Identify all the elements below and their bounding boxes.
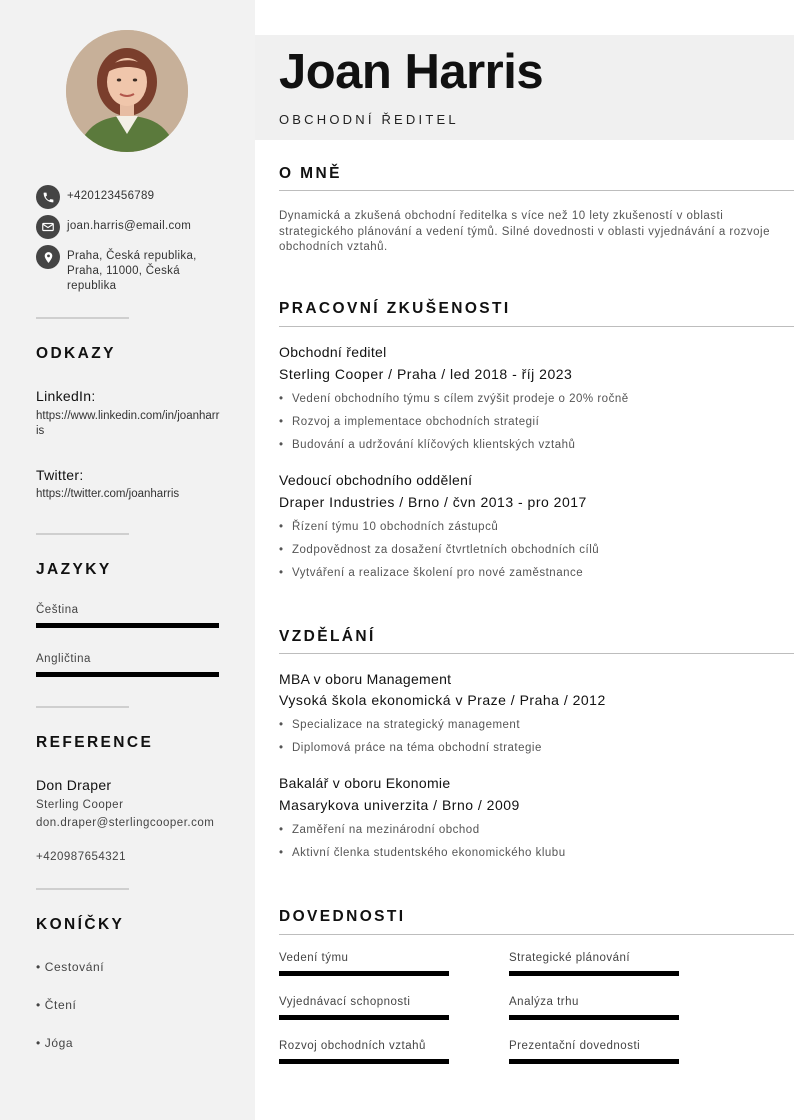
skill-name: Strategické plánování xyxy=(509,952,631,964)
language-name: Čeština xyxy=(36,604,79,616)
reference-phone: +420987654321 xyxy=(36,851,126,863)
linkedin-label: LinkedIn: xyxy=(36,388,96,404)
person-name: Joan Harris xyxy=(279,45,544,99)
job-bullet: • Řízení týmu 10 obchodních zástupců xyxy=(279,521,498,533)
divider xyxy=(36,317,129,319)
hobby-item: • Cestování xyxy=(36,960,105,974)
phone-icon xyxy=(36,185,60,209)
job-bullet: • Budování a udržování klíčových klientských vztahů xyxy=(279,439,575,451)
section-rule xyxy=(279,653,794,654)
skill-name: Prezentační dovednosti xyxy=(509,1040,641,1052)
job-role: OBCHODNÍ ŘEDITEL xyxy=(279,112,459,127)
job-meta: Draper Industries / Brno / čvn 2013 - pro 2017 xyxy=(279,494,587,510)
sidebar xyxy=(0,0,255,1120)
hobbies-heading: KONÍČKY xyxy=(36,916,125,933)
skills-heading: DOVEDNOSTI xyxy=(279,908,406,925)
section-rule xyxy=(279,934,794,935)
linkedin-link[interactable]: https://www.linkedin.com/in/joanharris xyxy=(36,410,220,437)
twitter-link[interactable]: https://twitter.com/joanharris xyxy=(36,488,180,500)
skill-level-bar xyxy=(279,971,449,976)
languages-heading: JAZYKY xyxy=(36,561,112,578)
email-address: joan.harris@email.com xyxy=(67,220,192,232)
skill-name: Vedení týmu xyxy=(279,952,349,964)
skill-name: Analýza trhu xyxy=(509,996,579,1008)
section-rule xyxy=(279,326,794,327)
skill-level-bar xyxy=(509,971,679,976)
section-rule xyxy=(279,190,794,191)
reference-heading: REFERENCE xyxy=(36,734,154,751)
phone-number: +420123456789 xyxy=(67,190,155,202)
twitter-label: Twitter: xyxy=(36,467,84,483)
profile-photo xyxy=(66,30,188,152)
degree-bullet: • Diplomová práce na téma obchodní strategie xyxy=(279,742,542,754)
degree-meta: Vysoká škola ekonomická v Praze / Praha / 2012 xyxy=(279,692,606,708)
degree-title: Bakalář v oboru Ekonomie xyxy=(279,775,451,791)
contact-email xyxy=(36,215,226,239)
language-name: Angličtina xyxy=(36,653,91,665)
divider xyxy=(36,533,129,535)
divider xyxy=(36,888,129,890)
divider xyxy=(36,706,129,708)
skill-level-bar xyxy=(509,1015,679,1020)
degree-title: MBA v oboru Management xyxy=(279,671,452,687)
job-title: Vedoucí obchodního oddělení xyxy=(279,472,473,488)
job-bullet: • Rozvoj a implementace obchodních strategií xyxy=(279,416,539,428)
location-pin-icon xyxy=(36,245,60,269)
skill-name: Vyjednávací schopnosti xyxy=(279,996,411,1008)
degree-bullet: • Zaměření na mezinárodní obchod xyxy=(279,824,480,836)
contact-address xyxy=(36,245,226,294)
job-bullet: • Vedení obchodního týmu s cílem zvýšit prodeje o 20% ročně xyxy=(279,393,629,405)
job-meta: Sterling Cooper / Praha / led 2018 - říj 2023 xyxy=(279,366,573,382)
skill-name: Rozvoj obchodních vztahů xyxy=(279,1040,426,1052)
skill-level-bar xyxy=(509,1059,679,1064)
degree-meta: Masarykova univerzita / Brno / 2009 xyxy=(279,797,520,813)
links-heading: ODKAZY xyxy=(36,345,116,362)
language-level-bar xyxy=(36,623,219,628)
job-title: Obchodní ředitel xyxy=(279,344,387,360)
language-level-bar xyxy=(36,672,219,677)
hobby-item: • Jóga xyxy=(36,1036,74,1050)
hobby-item: • Čtení xyxy=(36,998,77,1012)
job-bullet: • Vytváření a realizace školení pro nové zaměstnance xyxy=(279,567,583,579)
degree-bullet: • Aktivní členka studentského ekonomického klubu xyxy=(279,847,566,859)
contact-phone xyxy=(36,185,226,209)
job-bullet: • Zodpovědnost za dosažení čtvrtletních obchodních cílů xyxy=(279,544,599,556)
skill-level-bar xyxy=(279,1059,449,1064)
postal-address: Praha, Česká republika, Praha, 11000, Česká republika xyxy=(67,250,197,292)
reference-company: Sterling Cooper xyxy=(36,799,124,811)
degree-bullet: • Specializace na strategický management xyxy=(279,719,520,731)
education-heading: VZDĚLÁNÍ xyxy=(279,628,376,645)
envelope-icon xyxy=(36,215,60,239)
about-heading: O MNĚ xyxy=(279,165,342,182)
reference-name: Don Draper xyxy=(36,777,112,793)
reference-email: don.draper@sterlingcooper.com xyxy=(36,817,215,829)
skill-level-bar xyxy=(279,1015,449,1020)
experience-heading: PRACOVNÍ ZKUŠENOSTI xyxy=(279,300,511,317)
about-text: Dynamická a zkušená obchodní ředitelka s více než 10 lety zkušeností v oblasti strategického plánování a vedení týmů. Silné dovednosti v oblasti vyjednávání a rozvoje obchodních vztahů. xyxy=(279,210,770,253)
